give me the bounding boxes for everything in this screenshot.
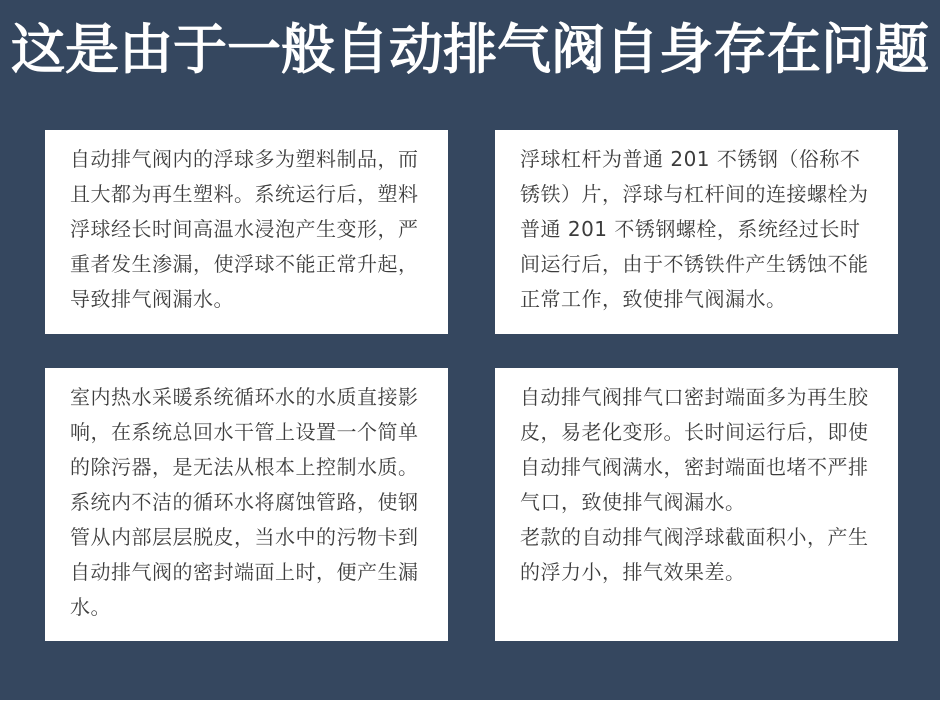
page-title: 这是由于一般自动排气阀自身存在问题 bbox=[11, 18, 929, 81]
info-card-float-lever bbox=[495, 130, 898, 334]
info-card-sealing-surface bbox=[495, 368, 898, 641]
info-card-plastic-float bbox=[45, 130, 448, 334]
card-text: 老款的自动排气阀浮球截面积小，产生的浮力小，排气效果差。 bbox=[520, 525, 869, 584]
card-text: 自动排气阀内的浮球多为塑料制品，而且大都为再生塑料。系统运行后，塑料浮球经长时间高温水浸泡产生变形，严重者发生渗漏，使浮球不能正常升起，导致排气阀漏水。 bbox=[70, 147, 419, 311]
card-text: 浮球杠杆为普通 201 不锈钢（俗称不锈铁）片，浮球与杠杆间的连接螺栓为普通 201 不锈钢螺栓，系统经过长时间运行后，由于不锈铁件产生锈蚀不能正常工作，致使排气阀漏水。 bbox=[520, 147, 869, 311]
bottom-margin bbox=[0, 700, 940, 715]
card-text: 室内热水采暖系统循环水的水质直接影响，在系统总回水干管上设置一个简单的除污器，是无法从根本上控制水质。系统内不洁的循环水将腐蚀管路，使钢管从内部层层脱皮，当水中的污物卡到自动排气阀的密封端面上时，便产生漏水。 bbox=[70, 385, 419, 619]
card-text: 自动排气阀排气口密封端面多为再生胶皮，易老化变形。长时间运行后，即使自动排气阀满水，密封端面也堵不严排气口，致使排气阀漏水。 bbox=[520, 385, 869, 514]
info-card-water-quality bbox=[45, 368, 448, 641]
